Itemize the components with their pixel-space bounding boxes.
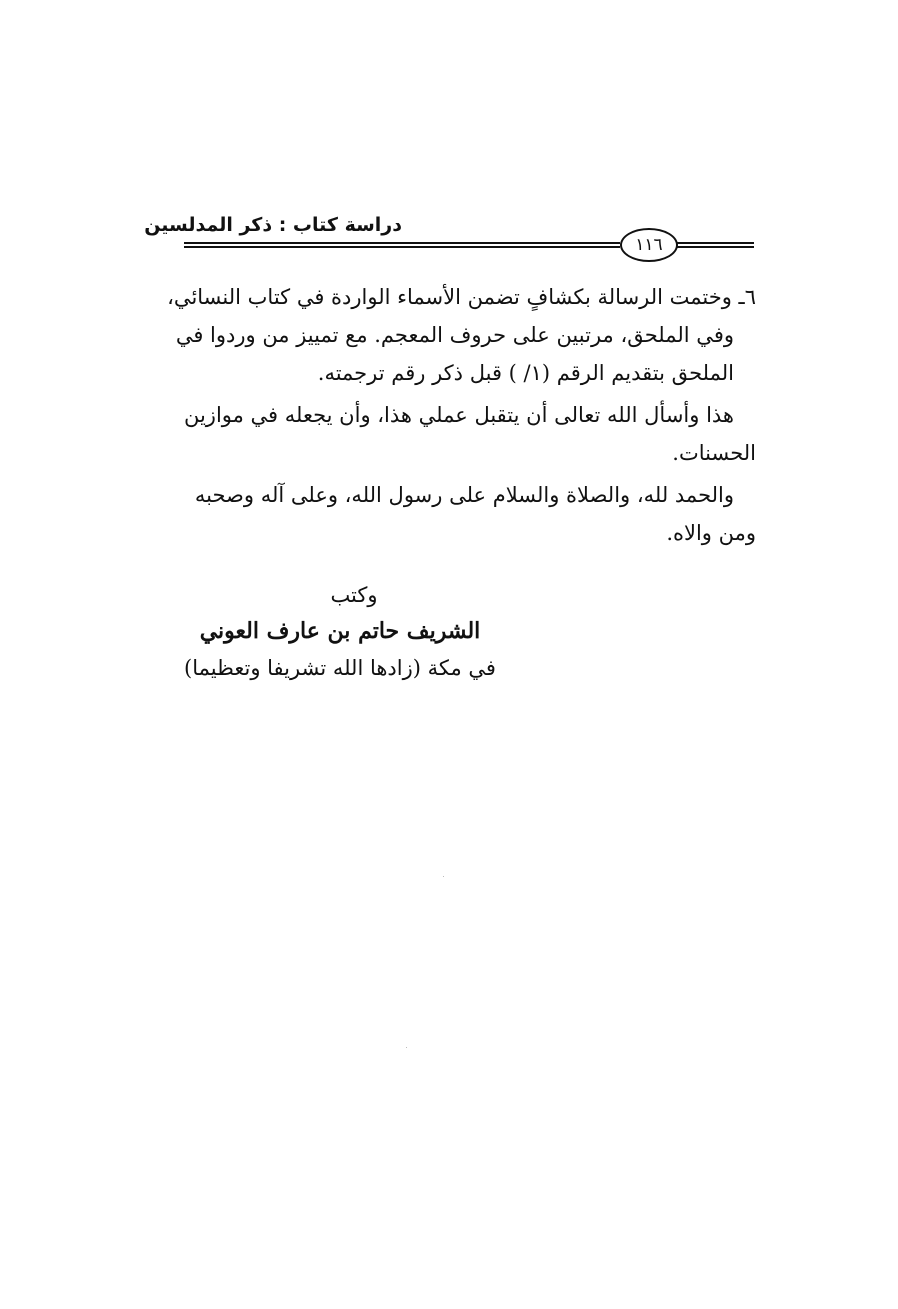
closing-paragraph-1-line-2: الحسنات.	[672, 441, 756, 465]
scan-speck	[406, 1047, 407, 1048]
page-number: ١١٦	[620, 228, 678, 262]
scan-speck	[443, 876, 444, 877]
body-text	[167, 278, 756, 552]
list-item-6-line-2: وفي الملحق، مرتبين على حروف المعجم. مع تمييز من وردوا في	[175, 323, 734, 347]
header-rule-left	[184, 242, 620, 248]
list-item-6-line-1: ٦ـ وختمت الرسالة بكشافٍ تضمن الأسماء الواردة في كتاب النسائي،	[167, 285, 756, 309]
header-title: دراسة كتاب : ذكر المدلسين	[144, 214, 402, 236]
signature-label: وكتب	[330, 583, 378, 607]
signature-name: الشريف حاتم بن عارف العوني	[199, 618, 481, 644]
signature-place: في مكة (زادها الله تشريفا وتعظيما)	[184, 656, 496, 680]
closing-paragraph-2-line-2: ومن والاه.	[666, 521, 756, 545]
closing-paragraph-2	[183, 476, 756, 552]
list-item-6-line-3: الملحق بتقديم الرقم (١/ ) قبل ذكر رقم ترجمته.	[317, 361, 734, 385]
closing-paragraph-1-line-1: هذا وأسأل الله تعالى أن يتقبل عملي هذا، وأن يجعله في موازين	[183, 403, 734, 427]
closing-paragraph-1	[183, 396, 756, 472]
closing-paragraph-2-line-1: والحمد لله، والصلاة والسلام على رسول الله، وعلى آله وصحبه	[194, 483, 734, 507]
signature-block	[180, 578, 500, 686]
running-header	[144, 210, 754, 280]
